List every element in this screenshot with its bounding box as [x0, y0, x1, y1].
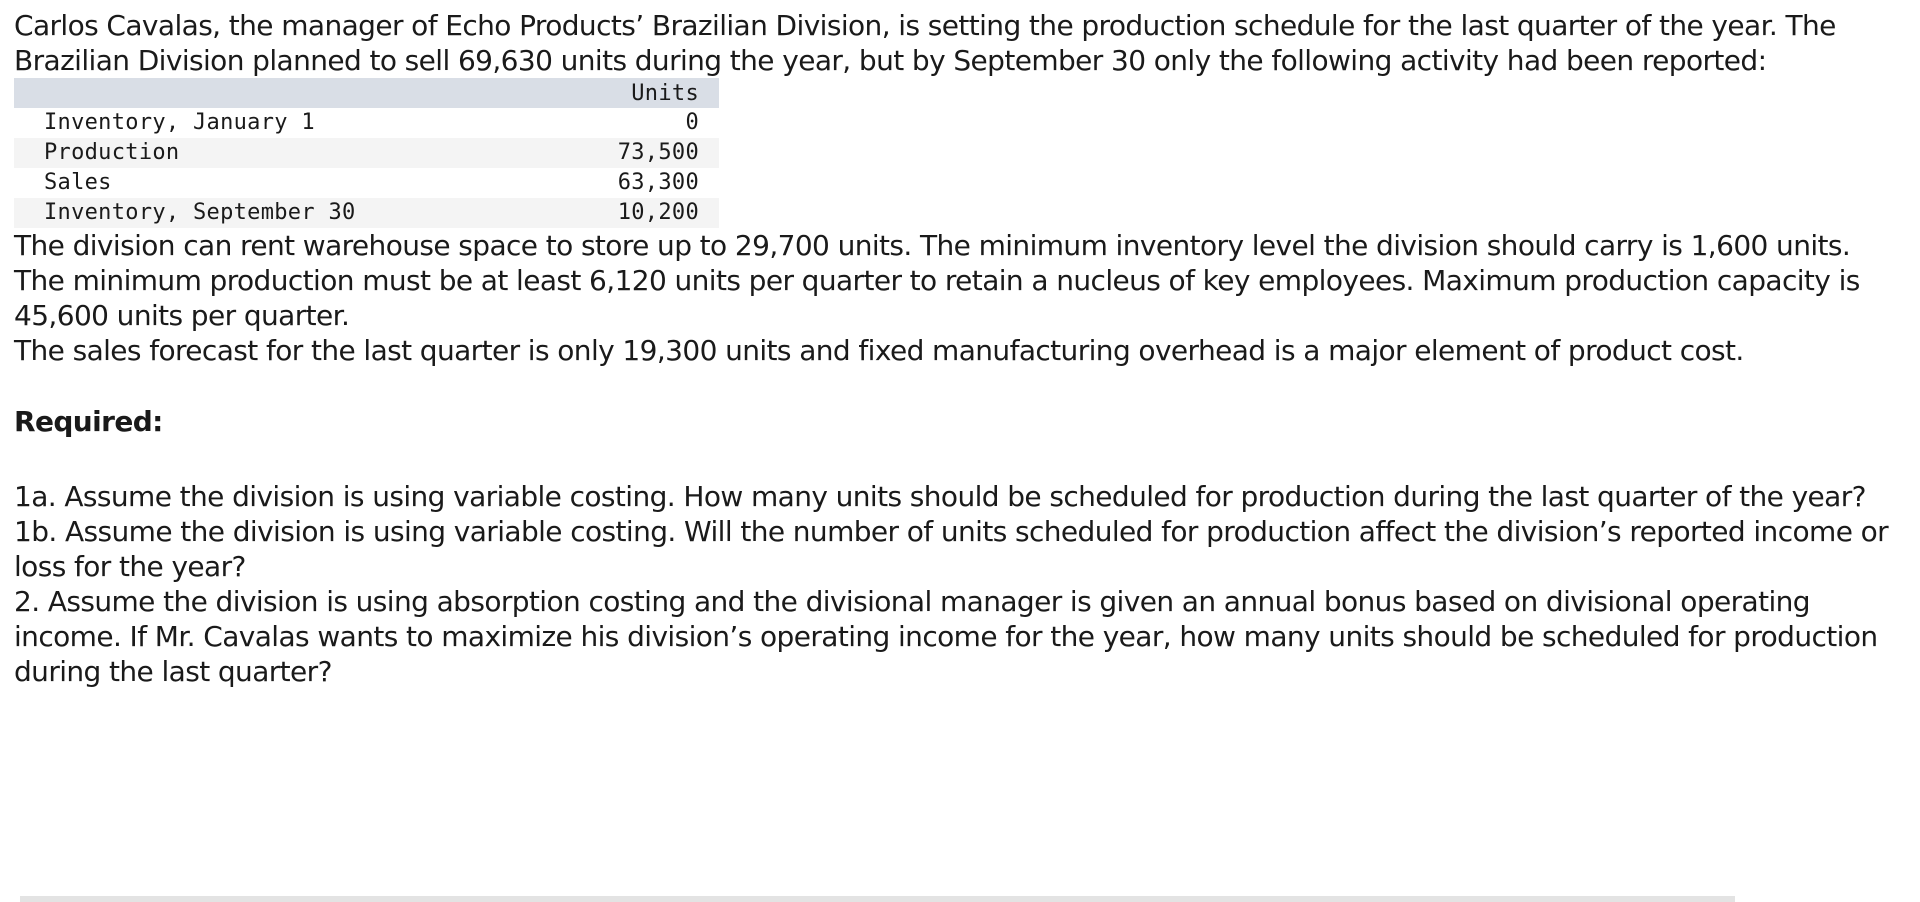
table-header-row: [14, 78, 719, 108]
row-value: 0: [685, 110, 699, 135]
label-column-header: [14, 78, 558, 108]
table-row: [14, 138, 719, 168]
row-value: 10,200: [558, 198, 719, 228]
table-row: [14, 198, 719, 228]
row-label: Inventory, January 1: [44, 110, 315, 135]
questions-list: [14, 479, 1904, 689]
question-1a: 1a. Assume the division is using variable costing. How many units should be scheduled for production during the last quarter of the year?: [14, 480, 1866, 513]
question-2: 2. Assume the division is using absorption costing and the divisional manager is given an annual bonus based on divisional operating income. If Mr. Cavalas wants to maximize his division’s operating income for the year, how many units should be scheduled for production during the last quarter?: [14, 585, 1878, 688]
inventory-table-container: [14, 78, 719, 228]
units-column-header: Units: [558, 78, 719, 108]
answer-area-divider: [20, 896, 1735, 902]
row-value: 73,500: [558, 138, 719, 168]
question-1b: 1b. Assume the division is using variable costing. Will the number of units scheduled for production affect the division’s reported income or loss for the year?: [14, 515, 1889, 583]
constraints-paragraph: The division can rent warehouse space to store up to 29,700 units. The minimum inventory level the division should carry is 1,600 units. The minimum production must be at least 6,120 units per quarter to retain a nucleus of key employees. Maximum production capacity is 45,600 units per quarter.: [14, 229, 1860, 332]
row-label: Production: [14, 138, 558, 168]
forecast-paragraph: The sales forecast for the last quarter is only 19,300 units and fixed manufacturing overhead is a major element of product cost.: [14, 334, 1744, 367]
row-label: Inventory, September 30: [14, 198, 558, 228]
problem-content: [14, 8, 1904, 689]
intro-paragraph: Carlos Cavalas, the manager of Echo Products’ Brazilian Division, is setting the production schedule for the last quarter of the year. The Brazilian Division planned to sell 69,630 units during the year, but by September 30 only the following activity had been reported:: [14, 9, 1836, 77]
table-row: [14, 108, 719, 138]
row-label: Sales: [44, 170, 112, 195]
table-row: [14, 168, 719, 198]
row-value: 63,300: [617, 170, 699, 195]
inventory-table: [14, 78, 719, 228]
required-heading: Required:: [14, 405, 163, 438]
